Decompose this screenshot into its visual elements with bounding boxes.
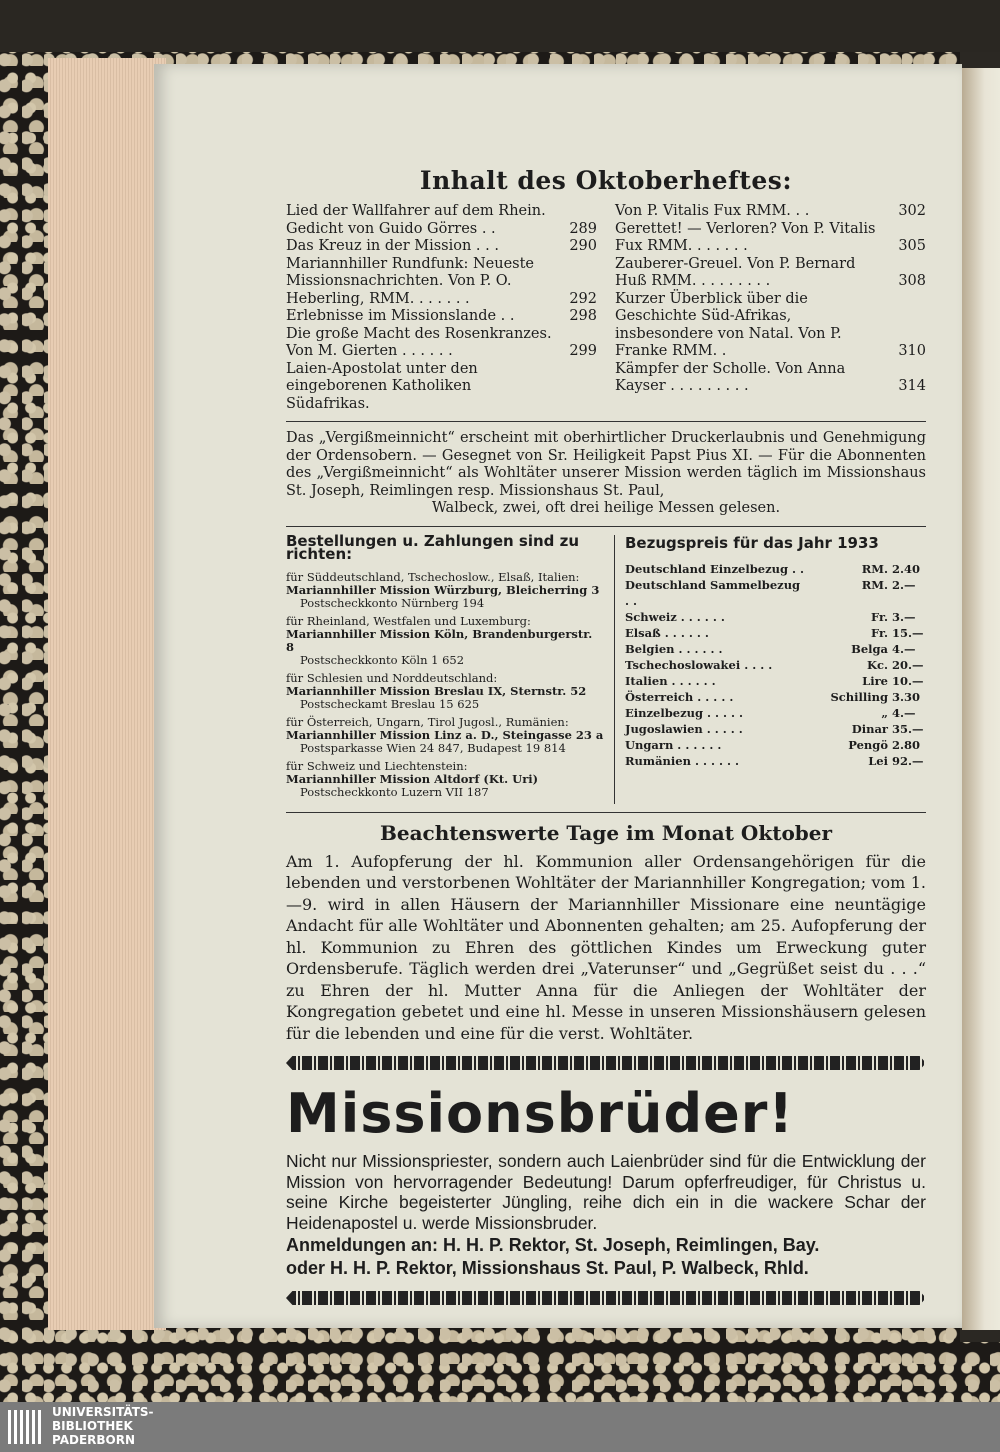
library-logo-icon [6, 1406, 46, 1448]
price-amount: 15.— [892, 625, 924, 640]
price-country: Österreich . . . . . [625, 689, 734, 704]
toc-entry [286, 326, 597, 361]
price-currency: RM. [861, 561, 888, 576]
price-row [625, 737, 926, 753]
ornamental-border [286, 1291, 926, 1305]
price-currency: Lei [868, 753, 888, 768]
divider [286, 526, 926, 527]
toc-entry-title: Kurzer Überblick über die Geschichte Süd-Afrikas, insbesondere von Natal. Von P. Franke RMM. . [615, 290, 842, 359]
toc-entry [615, 361, 926, 396]
toc-entry-page: 292 [569, 290, 597, 307]
price-row [625, 657, 926, 673]
price-currency: Schilling [830, 689, 888, 704]
divider [286, 812, 926, 813]
price-amount: 4.— [892, 641, 916, 656]
price-amount: 4.— [892, 705, 916, 720]
price-currency: Belga [851, 641, 888, 656]
price-country: Einzelbezug . . . . . [625, 705, 744, 720]
orders-list [286, 571, 604, 799]
price-country: Jugoslawien . . . . . [625, 721, 743, 736]
price-country: Belgien . . . . . . [625, 641, 723, 656]
price-currency: Pengö [848, 737, 888, 752]
toc-entry-title: Laien-Apostolat unter den eingeborenen Katholiken Südafrikas. [286, 360, 478, 412]
divider [286, 421, 926, 422]
toc-left-column [286, 203, 597, 413]
price-currency: Lire [862, 673, 888, 688]
order-region: für Süddeutschland, Tschechoslow., Elsaß, Italien: [286, 569, 580, 584]
toc-entry [615, 256, 926, 291]
days-title: Beachtenswerte Tage im Monat Oktober [379, 820, 833, 845]
price-country: Schweiz . . . . . . [625, 609, 725, 624]
toc-entry [286, 238, 597, 256]
facing-page-edge [962, 68, 1000, 1330]
ornamental-border [286, 1056, 926, 1070]
order-address-group [286, 760, 604, 799]
price-row [625, 705, 926, 721]
order-address: Mariannhiller Mission Breslau IX, Sternstr. 52 [286, 683, 587, 698]
toc-entry-page: 299 [569, 343, 597, 359]
toc-entry-page: 305 [898, 238, 926, 254]
order-account: Postsparkasse Wien 24 847, Budapest 19 814 [300, 740, 566, 755]
prices-heading: Bezugspreis für das Jahr 1933 [625, 533, 879, 552]
library-name [52, 1405, 154, 1447]
orders-and-prices [286, 531, 926, 804]
toc-entry-page: 308 [898, 273, 926, 289]
order-address-group [286, 615, 604, 667]
page-content [286, 160, 926, 1317]
toc-entry [615, 203, 926, 221]
appeal-body: Nicht nur Missionspriester, sondern auch Laienbrüder sind für die Entwicklung der Mission von hervorragender Bedeutung! Darum opferfreudiger, für Christus u. seine Kirche begeisterter Jüngling, reihe dich ein in die wackere Schar der Heidenapostel u. werde Missionsbruder. [286, 1151, 926, 1233]
library-footer [0, 1402, 1000, 1452]
registration-line-1: Anmeldungen an: H. H. P. Rektor, St. Joseph, Reimlingen, Bay. [286, 1235, 820, 1255]
order-account: Postscheckkonto Luzern VII 187 [300, 784, 489, 799]
price-country: Italien . . . . . . [625, 673, 716, 688]
price-country: Tschechoslowakei . . . . [625, 657, 773, 672]
toc-entry-title: Das Kreuz in der Mission . . . [286, 238, 499, 254]
price-currency: Fr. [871, 609, 888, 624]
price-row [625, 689, 926, 705]
price-country: Elsaß . . . . . . [625, 625, 709, 640]
toc-entry-title: Zauberer-Greuel. Von P. Bernard Huß RMM. . . . . . . . . [615, 255, 856, 289]
toc-entry-title: Die große Macht des Rosenkranzes. Von M. Gierten . . . . . . [286, 325, 552, 359]
toc-entry [286, 361, 597, 414]
publication-notice [286, 430, 926, 518]
price-row [625, 641, 926, 657]
order-region: für Schweiz und Liechtenstein: [286, 758, 468, 773]
toc-entry-page: 298 [569, 308, 597, 324]
backdrop [0, 0, 1000, 52]
toc-title: Inhalt des Oktoberheftes: [419, 166, 793, 195]
registration-line-2: oder H. H. P. Rektor, Missionshaus St. Paul, P. Walbeck, Rhld. [286, 1258, 809, 1278]
toc-entry [286, 308, 597, 326]
toc-entry-page: 290 [569, 238, 597, 254]
price-amount: 35.— [892, 721, 924, 736]
library-name-line-3: PADERBORN [52, 1433, 136, 1447]
toc-entry [286, 256, 597, 309]
price-country: Deutschland Sammelbezug . . [625, 577, 801, 608]
library-name-line-2: BIBLIOTHEK [52, 1419, 133, 1433]
price-row [625, 577, 926, 609]
page-edges [48, 58, 166, 1330]
notice-last-line: Walbeck, zwei, oft drei heilige Messen gelesen. [431, 500, 781, 516]
price-row [625, 673, 926, 689]
appeal-headline: Missionsbrüder! [286, 1082, 794, 1145]
table-of-contents [286, 203, 926, 413]
prices-section [615, 535, 926, 804]
order-region: für Schlesien und Norddeutschland: [286, 670, 498, 685]
order-region: für Rheinland, Westfalen und Luxemburg: [286, 613, 531, 628]
order-address: Mariannhiller Mission Köln, Brandenburgerstr. 8 [286, 626, 593, 654]
price-amount: 92.— [892, 753, 924, 768]
price-currency: RM. [861, 577, 888, 592]
price-country: Rumänien . . . . . . [625, 753, 739, 768]
days-body: Am 1. Aufopferung der hl. Kommunion aller Ordensangehörigen für die lebenden und verstorbenen Wohltäter der Mariannhiller Kongregation; vom 1.—9. wird in allen Häusern der Mariannhiller Missionare eine neuntägige Andacht für alle Wohltäter und Abonnenten gehalten; am 25. Aufopferung der hl. Kommunion zu Ehren des göttlichen Kindes um Erweckung guter Ordensberufe. Täglich werden drei „Vaterunser“ und „Gegrüßet seist du . . .“ zu Ehren der hl. Mutter Anna für die Anliegen der Wohltäter der Kongregation gebetet und eine hl. Messe in unseren Missionshäusern gelesen für die lebenden und eine für die verst. Wohltäter. [286, 851, 926, 1043]
toc-entry-page: 302 [898, 203, 926, 219]
toc-right-column [615, 203, 926, 413]
price-currency: „ [881, 705, 888, 720]
order-address: Mariannhiller Mission Würzburg, Bleicherring 3 [286, 582, 600, 597]
toc-entry-title: Lied der Wallfahrer auf dem Rhein. Gedicht von Guido Görres . . [286, 203, 546, 237]
price-amount: 10.— [892, 673, 924, 688]
price-row [625, 625, 926, 641]
toc-entry-title: Von P. Vitalis Fux RMM. . . [615, 203, 810, 219]
orders-heading: Bestellungen u. Zahlungen sind zu richten: [286, 531, 580, 563]
toc-entry-page: 314 [898, 378, 926, 394]
prices-list [625, 561, 926, 769]
price-row [625, 753, 926, 769]
toc-entry [615, 291, 926, 361]
price-currency: Dinar [851, 721, 888, 736]
price-currency: Fr. [871, 625, 888, 640]
order-account: Postscheckkonto Köln 1 652 [300, 652, 465, 667]
price-row [625, 721, 926, 737]
order-address-group [286, 716, 604, 755]
order-address-group [286, 672, 604, 711]
price-amount: 2.40 [892, 561, 921, 576]
order-address-group [286, 571, 604, 610]
toc-entry [615, 221, 926, 256]
order-address: Mariannhiller Mission Altdorf (Kt. Uri) [286, 771, 539, 786]
toc-entry-title: Erlebnisse im Missionslande . . [286, 308, 515, 324]
toc-entry-page: 289 [569, 220, 597, 237]
price-country: Deutschland Einzelbezug . . [625, 561, 805, 576]
toc-entry-title: Kämpfer der Scholle. Von Anna Kayser . . . . . . . . . [615, 360, 846, 394]
order-address: Mariannhiller Mission Linz a. D., Steingasse 23 a [286, 727, 604, 742]
toc-entry-title: Gerettet! — Verloren? Von P. Vitalis Fux RMM. . . . . . . [615, 220, 876, 254]
price-row [625, 609, 926, 625]
orders-section [286, 531, 615, 804]
library-name-line-1: UNIVERSITÄTS- [52, 1405, 154, 1419]
price-amount: 2.— [892, 577, 916, 592]
price-row [625, 561, 926, 577]
price-amount: 2.80 [892, 737, 921, 752]
price-amount: 3.30 [892, 689, 921, 704]
price-amount: 3.— [892, 609, 916, 624]
price-currency: Kc. [866, 657, 888, 672]
toc-entry [286, 203, 597, 238]
order-account: Postscheckamt Breslau 15 625 [300, 696, 480, 711]
price-country: Ungarn . . . . . . [625, 737, 722, 752]
order-region: für Österreich, Ungarn, Tirol Jugosl., Rumänien: [286, 714, 569, 729]
toc-entry-title: Mariannhiller Rundfunk: Neueste Missionsnachrichten. Von P. O. Heberling, RMM. . . . . . . [286, 255, 534, 307]
toc-entry-page: 310 [898, 343, 926, 359]
price-amount: 20.— [892, 657, 924, 672]
notice-body: Das „Vergißmeinnicht“ erscheint mit oberhirtlicher Druckerlaubnis und Genehmigung der Ordensobern. — Gesegnet von Sr. Heiligkeit Papst Pius XI. — Für die Abonnenten des „Vergißmeinnicht“ als Wohltäter unserer Mission werden täglich im Missionshaus St. Joseph, Reimlingen resp. Missionshaus St. Paul, [286, 430, 926, 499]
order-account: Postscheckkonto Nürnberg 194 [300, 595, 485, 610]
